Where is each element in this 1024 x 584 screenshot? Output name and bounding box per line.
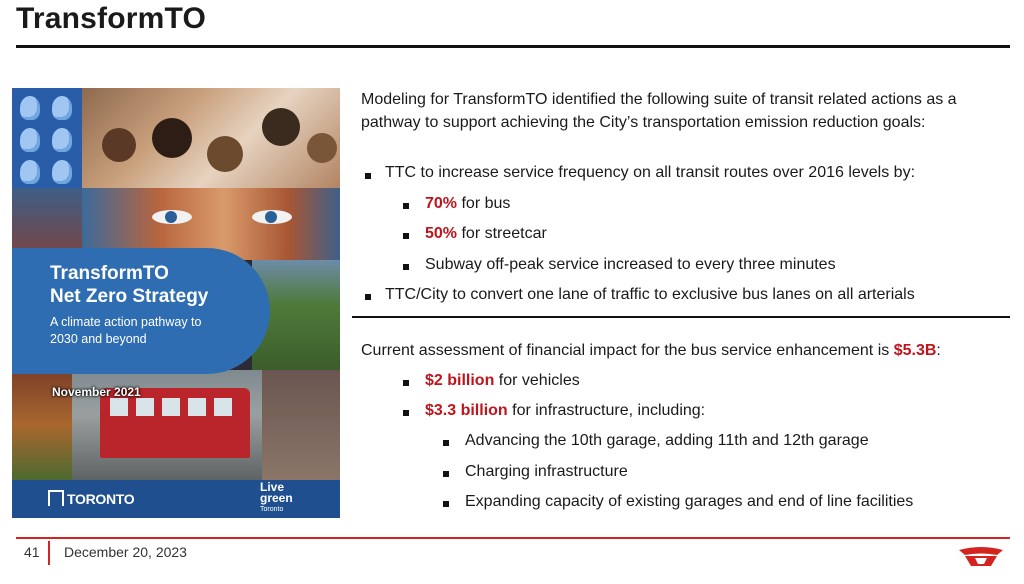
section-divider — [352, 316, 1010, 318]
bullet-icon — [403, 203, 409, 209]
bullet-subway-offpeak: Subway off-peak service increased to every three minutes — [425, 256, 836, 273]
intro-paragraph: Modeling for TransformTO identified the following suite of transit related actions as a pathway to support achieving the City’s transportation emission reduction goals: — [361, 91, 957, 131]
bullet-streetcar-increase: 50% for streetcar — [425, 225, 547, 242]
bullet-bus-lanes: TTC/City to convert one lane of traffic to exclusive bus lanes on all arterials — [385, 286, 915, 303]
footer-divider — [16, 537, 1010, 539]
bullet-capacity: Expanding capacity of existing garages and end of line facilities — [465, 493, 914, 510]
page-number: 41 — [24, 544, 40, 560]
bullet-ttc-frequency: TTC to increase service frequency on all transit routes over 2016 levels by: — [385, 164, 916, 181]
bullet-icon — [365, 173, 371, 179]
cover-subtitle: A climate action pathway to 2030 and beyond — [50, 315, 202, 346]
footer-separator — [48, 541, 50, 565]
strategy-cover-image — [12, 88, 340, 518]
cover-title: TransformTO Net Zero Strategy — [50, 263, 209, 307]
bullet-garages: Advancing the 10th garage, adding 11th and 12th garage — [465, 432, 869, 449]
city-hall-icon — [48, 490, 64, 506]
bullet-vehicles-cost: $2 billion for vehicles — [425, 372, 580, 389]
bullet-charging: Charging infrastructure — [465, 463, 628, 480]
lightbulb-mural-tile — [12, 88, 82, 188]
children-photo-tile — [82, 88, 340, 188]
toronto-logo: TORONTO — [48, 490, 134, 507]
slide-title: TransformTO — [16, 2, 207, 35]
bullet-icon — [443, 440, 449, 446]
title-divider — [16, 45, 1010, 48]
bullet-infrastructure-cost: $3.3 billion for infrastructure, including: — [425, 402, 706, 419]
bullet-bus-increase: 70% for bus — [425, 195, 511, 212]
bullet-icon — [443, 471, 449, 477]
houses-photo-tile — [262, 370, 340, 480]
bullet-icon — [403, 264, 409, 270]
cover-date: November 2021 — [52, 385, 141, 399]
ttc-logo-icon — [957, 546, 1005, 568]
bullet-icon — [365, 294, 371, 300]
cover-title-banner — [12, 248, 270, 374]
bullet-icon — [403, 410, 409, 416]
bullet-icon — [403, 380, 409, 386]
footer-date: December 20, 2023 — [64, 544, 187, 560]
slide-body — [361, 88, 1021, 134]
bullet-icon — [403, 233, 409, 239]
bullet-icon — [443, 501, 449, 507]
financial-assessment: Current assessment of financial impact for the bus service enhancement is $5.3B: — [361, 342, 941, 359]
cover-footer — [12, 480, 340, 518]
livegreen-logo: Live green Toronto — [260, 480, 293, 513]
